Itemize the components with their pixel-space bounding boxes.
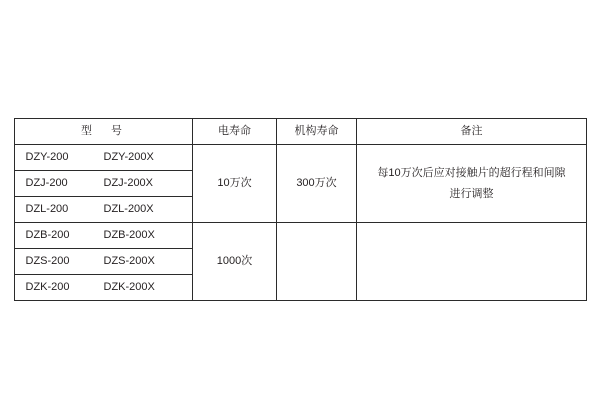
model-code-a: DZJ-200 bbox=[25, 176, 68, 189]
model-code-a: DZB-200 bbox=[25, 228, 70, 241]
spec-table-container bbox=[14, 118, 586, 301]
cell-remarks-empty bbox=[357, 223, 587, 301]
cell-model bbox=[15, 145, 193, 171]
table-header-row bbox=[15, 119, 587, 145]
model-code-a: DZL-200 bbox=[25, 202, 69, 215]
remarks-line-2: 进行调整 bbox=[449, 187, 494, 200]
model-code-b: DZK-200X bbox=[103, 280, 155, 293]
model-code-a: DZS-200 bbox=[25, 254, 70, 267]
cell-model bbox=[15, 249, 193, 275]
header-electrical-life: 电寿命 bbox=[193, 119, 277, 145]
cell-mechanical-life-empty bbox=[277, 223, 357, 301]
model-code-b: DZB-200X bbox=[103, 228, 155, 241]
cell-model bbox=[15, 197, 193, 223]
cell-electrical-life-group-2: 1000次 bbox=[193, 223, 277, 301]
remarks-line-1: 每10万次后应对接触片的超行程和间隙 bbox=[377, 166, 566, 179]
model-code-a: DZY-200 bbox=[25, 150, 69, 163]
cell-remarks bbox=[357, 145, 587, 223]
cell-model bbox=[15, 275, 193, 301]
table-row bbox=[15, 145, 587, 171]
cell-model bbox=[15, 171, 193, 197]
header-mechanical-life: 机构寿命 bbox=[277, 119, 357, 145]
cell-model bbox=[15, 223, 193, 249]
model-code-b: DZJ-200X bbox=[103, 176, 154, 189]
model-code-b: DZY-200X bbox=[103, 150, 154, 163]
model-code-a: DZK-200 bbox=[25, 280, 70, 293]
header-model: 型 号 bbox=[15, 119, 193, 145]
spec-table bbox=[14, 118, 587, 301]
header-remarks: 备注 bbox=[357, 119, 587, 145]
table-row bbox=[15, 223, 587, 249]
model-code-b: DZL-200X bbox=[103, 202, 154, 215]
model-code-b: DZS-200X bbox=[103, 254, 155, 267]
cell-electrical-life-group-1: 10万次 bbox=[193, 145, 277, 223]
cell-mechanical-life-group: 300万次 bbox=[277, 145, 357, 223]
